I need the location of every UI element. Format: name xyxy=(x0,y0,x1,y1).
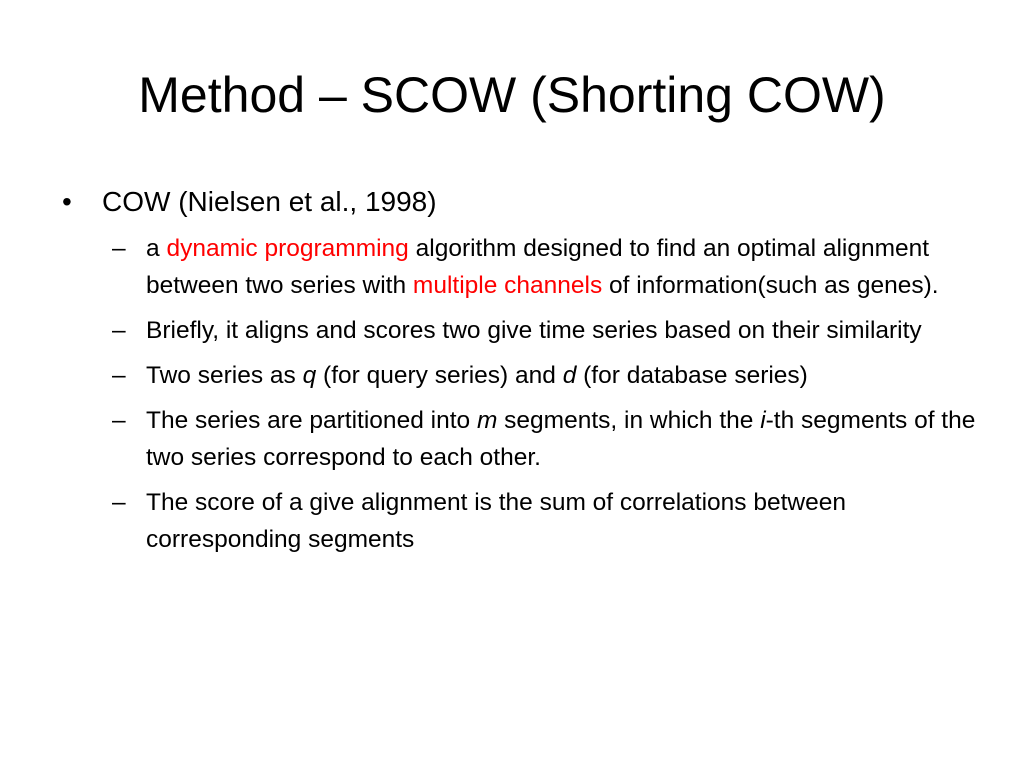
dash-marker: – xyxy=(112,317,126,344)
dash-marker: – xyxy=(112,407,126,434)
sub-bullet-text-part: Two series as xyxy=(146,362,303,389)
sub-bullet-text: Briefly, it aligns and scores two give time series based on their similarity xyxy=(146,317,922,344)
sub-bullet-text-part: (for database series) xyxy=(576,362,808,389)
bullet-marker: • xyxy=(62,186,72,217)
sub-bullet-briefly xyxy=(56,312,986,349)
sub-bullet-text-part: a xyxy=(146,235,167,262)
italic-i: i xyxy=(760,407,766,434)
dash-marker: – xyxy=(112,489,126,516)
slide-body xyxy=(56,182,986,566)
highlight-dynamic-programming: dynamic programming xyxy=(166,235,409,262)
slide-title: Method – SCOW (Shorting COW) xyxy=(138,67,886,123)
sub-bullet-text-part: of information(such as genes). xyxy=(602,272,939,299)
bullet-item-cow xyxy=(56,182,986,222)
sub-bullet-text-part: segments, in which the xyxy=(497,407,761,434)
sub-bullet-text: The score of a give alignment is the sum of correlations between corresponding segments xyxy=(146,489,846,553)
sub-bullet-text-part: algorithm designed to find an optimal alignment between two series with xyxy=(146,235,930,299)
bullet-text: COW (Nielsen et al., 1998) xyxy=(102,186,437,217)
italic-m: m xyxy=(476,407,498,434)
sub-bullet-score xyxy=(56,484,986,558)
sub-bullet-list xyxy=(56,230,986,558)
highlight-multiple-channels: multiple channels xyxy=(412,272,603,299)
italic-d: d xyxy=(562,362,577,389)
sub-bullet-partitioned xyxy=(56,402,986,476)
dash-marker: – xyxy=(112,362,126,389)
sub-bullet-two-series xyxy=(56,357,986,394)
sub-bullet-text-part: (for query series) and xyxy=(316,362,563,389)
italic-q: q xyxy=(302,362,317,389)
sub-bullet-text-part: -th segments of the two series correspond to each other. xyxy=(146,407,976,471)
dash-marker: – xyxy=(112,235,126,262)
sub-bullet-dynamic-programming xyxy=(56,230,986,304)
sub-bullet-text-part: The series are partitioned into xyxy=(146,407,477,434)
